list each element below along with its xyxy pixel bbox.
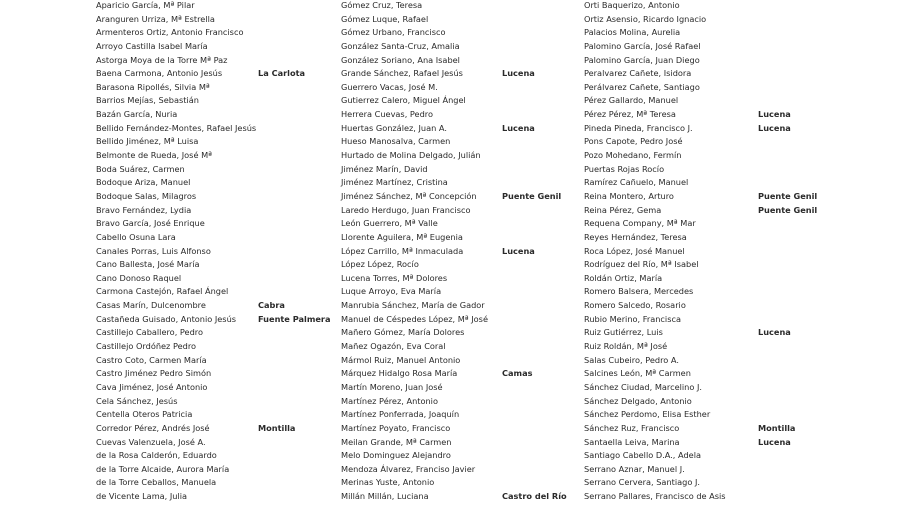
person-name: Mármol Ruiz, Manuel Antonio — [341, 354, 461, 365]
list-item — [584, 340, 824, 354]
person-name: Lucena Torres, Mª Dolores — [341, 272, 448, 283]
list-item — [96, 231, 336, 245]
list-item — [341, 204, 581, 218]
person-name: Mañero Gómez, María Dolores — [341, 327, 465, 338]
list-item — [96, 135, 336, 149]
person-name: Castillejo Caballero, Pedro — [96, 327, 203, 338]
person-name: Márquez Hidalgo Rosa María — [341, 368, 458, 379]
person-name: López Carrillo, Mª Inmaculada — [341, 245, 464, 256]
person-name: Salas Cubeiro, Pedro A. — [584, 354, 679, 365]
list-item — [584, 258, 824, 272]
person-name: Martínez Ponferrada, Joaquín — [341, 409, 460, 420]
person-name: Llorente Aguilera, Mª Eugenia — [341, 231, 463, 242]
list-item — [584, 67, 824, 81]
person-name: Cano Donoso Raquel — [96, 272, 182, 283]
list-item — [584, 176, 824, 190]
person-name: Gómez Urbano, Francisco — [341, 27, 446, 38]
person-name: Cuevas Valenzuela, José A. — [96, 436, 206, 447]
person-name: Jiménez Marín, David — [341, 163, 428, 174]
person-name: Manuel de Céspedes López, Mª José — [341, 313, 488, 324]
person-name: Serrano Aznar, Manuel J. — [584, 463, 685, 474]
person-name: Melo Dominguez Alejandro — [341, 450, 451, 461]
person-name: Armenteros Ortiz, Antonio Francisco — [96, 27, 244, 38]
location-label: Lucena — [758, 122, 791, 133]
list-item — [341, 490, 581, 504]
list-item — [584, 422, 824, 436]
person-name: Cano Ballesta, José María — [96, 259, 200, 270]
list-item — [341, 122, 581, 136]
list-item — [584, 54, 824, 68]
list-item — [584, 135, 824, 149]
list-item — [96, 149, 336, 163]
location-label: Lucena — [758, 327, 791, 338]
list-item — [341, 176, 581, 190]
list-item — [96, 272, 336, 286]
list-item — [341, 108, 581, 122]
person-name: de la Torre Alcaide, Aurora María — [96, 463, 230, 474]
list-item — [341, 135, 581, 149]
person-name: López López, Rocío — [341, 259, 419, 270]
person-name: Santiago Cabello D.A., Adela — [584, 450, 701, 461]
list-item — [341, 299, 581, 313]
person-name: Pons Capote, Pedro José — [584, 136, 683, 147]
person-name: Pozo Mohedano, Fermín — [584, 150, 682, 161]
person-name: Palacios Molina, Aurelia — [584, 27, 681, 38]
person-name: Reina Pérez, Gema — [584, 204, 662, 215]
person-name: Sánchez Ruz, Francisco — [584, 422, 680, 433]
list-item — [96, 26, 336, 40]
person-name: Bellido Jiménez, Mª Luisa — [96, 136, 199, 147]
list-item — [341, 26, 581, 40]
person-name: Pineda Pineda, Francisco J. — [584, 122, 693, 133]
person-name: Reyes Hernández, Teresa — [584, 231, 687, 242]
person-name: Mendoza Álvarez, Franciso Javier — [341, 463, 476, 474]
person-name: Centella Oteros Patricia — [96, 409, 193, 420]
person-name: Aparicio García, Mª Pilar — [96, 0, 195, 10]
list-item — [96, 108, 336, 122]
person-name: Meilan Grande, Mª Carmen — [341, 436, 452, 447]
person-name: Hueso Manosalva, Carmen — [341, 136, 451, 147]
list-item — [96, 190, 336, 204]
list-item — [341, 408, 581, 422]
list-item — [96, 67, 336, 81]
person-name: Martín Moreno, Juan José — [341, 381, 443, 392]
person-name: Manrubia Sánchez, María de Gador — [341, 300, 485, 311]
person-name: Jiménez Sánchez, Mª Concepción — [341, 190, 477, 201]
person-name: Barasona Ripollés, Silvia Mª — [96, 81, 210, 92]
person-name: Bravo García, José Enrique — [96, 218, 205, 229]
person-name: Arroyo Castilla Isabel María — [96, 40, 208, 51]
person-name: Castro Jiménez Pedro Simón — [96, 368, 212, 379]
list-item — [341, 476, 581, 490]
person-name: Ortiz Asensio, Ricardo Ignacio — [584, 13, 707, 24]
person-name: Castro Coto, Carmen María — [96, 354, 207, 365]
person-name: Sánchez Perdomo, Elisa Esther — [584, 409, 711, 420]
list-item — [96, 381, 336, 395]
list-item — [341, 326, 581, 340]
list-item — [341, 149, 581, 163]
list-item — [96, 395, 336, 409]
list-item — [584, 395, 824, 409]
person-name: Bravo Fernández, Lydia — [96, 204, 192, 215]
list-item — [584, 0, 824, 13]
list-item — [584, 94, 824, 108]
person-name: Pérez Pérez, Mª Teresa — [584, 109, 676, 120]
list-item — [584, 122, 824, 136]
list-item — [341, 67, 581, 81]
list-item — [341, 81, 581, 95]
name-column-3 — [584, 0, 824, 504]
person-name: Requena Company, Mª Mar — [584, 218, 696, 229]
list-item — [96, 326, 336, 340]
list-item — [584, 231, 824, 245]
list-item — [96, 285, 336, 299]
list-item — [341, 40, 581, 54]
list-item — [96, 340, 336, 354]
list-item — [584, 313, 824, 327]
person-name: Casas Marín, Dulcenombre — [96, 300, 206, 311]
list-item — [341, 54, 581, 68]
person-name: Bodoque Salas, Milagros — [96, 190, 197, 201]
list-item — [341, 313, 581, 327]
location-label: Montilla — [758, 422, 796, 433]
person-name: Roca López, José Manuel — [584, 245, 685, 256]
person-name: Orti Baquerizo, Antonio — [584, 0, 680, 10]
location-label: Lucena — [502, 68, 535, 79]
list-item — [96, 299, 336, 313]
list-item — [96, 163, 336, 177]
list-item — [584, 108, 824, 122]
person-name: Serrano Cervera, Santiago J. — [584, 477, 700, 488]
person-name: Ramírez Cañuelo, Manuel — [584, 177, 689, 188]
person-name: Castañeda Guisado, Antonio Jesús — [96, 313, 237, 324]
person-name: Huertas González, Juan A. — [341, 122, 447, 133]
list-item — [584, 299, 824, 313]
person-name: Rodríguez del Río, Mª Isabel — [584, 259, 699, 270]
person-name: Mañez Ogazón, Eva Coral — [341, 341, 446, 352]
list-item — [96, 449, 336, 463]
person-name: Perálvarez Cañete, Santiago — [584, 81, 700, 92]
list-item — [96, 408, 336, 422]
location-label: Camas — [502, 368, 533, 379]
person-name: León Guerrero, Mª Valle — [341, 218, 438, 229]
list-item — [584, 381, 824, 395]
location-label: Puente Genil — [758, 190, 818, 201]
person-name: Romero Salcedo, Rosario — [584, 300, 686, 311]
person-name: Peralvarez Cañete, Isidora — [584, 68, 692, 79]
location-label: Lucena — [758, 436, 791, 447]
list-item — [584, 354, 824, 368]
person-name: Palomino García, José Rafael — [584, 40, 701, 51]
list-item — [584, 463, 824, 477]
list-item — [341, 190, 581, 204]
person-name: Bellido Fernández-Montes, Rafael Jesús — [96, 122, 257, 133]
list-item — [96, 40, 336, 54]
list-item — [96, 354, 336, 368]
list-item — [341, 463, 581, 477]
person-name: Salcines León, Mª Carmen — [584, 368, 691, 379]
list-item — [96, 476, 336, 490]
person-name: Bodoque Ariza, Manuel — [96, 177, 191, 188]
list-item — [341, 340, 581, 354]
list-item — [341, 436, 581, 450]
list-item — [96, 94, 336, 108]
name-column-2 — [341, 0, 581, 504]
location-label: Lucena — [502, 122, 535, 133]
person-name: Herrera Cuevas, Pedro — [341, 109, 433, 120]
location-label: Lucena — [758, 109, 791, 120]
person-name: Romero Balsera, Mercedes — [584, 286, 694, 297]
person-name: Millán Millán, Luciana — [341, 491, 429, 502]
list-item — [96, 436, 336, 450]
list-item — [584, 149, 824, 163]
person-name: Merinas Yuste, Antonio — [341, 477, 435, 488]
list-item — [584, 163, 824, 177]
person-name: Jiménez Martínez, Cristina — [341, 177, 448, 188]
location-label: Puente Genil — [502, 190, 562, 201]
list-item — [584, 204, 824, 218]
person-name: Castillejo Ordóñez Pedro — [96, 341, 197, 352]
person-name: Gómez Luque, Rafael — [341, 13, 429, 24]
person-name: Luque Arroyo, Eva María — [341, 286, 442, 297]
person-name: de la Rosa Calderón, Eduardo — [96, 450, 217, 461]
list-item — [96, 463, 336, 477]
person-name: Cela Sánchez, Jesús — [96, 395, 178, 406]
list-item — [96, 367, 336, 381]
person-name: Gutierrez Calero, Miguel Ángel — [341, 95, 466, 106]
list-item — [584, 272, 824, 286]
location-label: La Carlota — [258, 68, 306, 79]
person-name: Guerrero Vacas, José M. — [341, 81, 438, 92]
list-item — [584, 408, 824, 422]
location-label: Puente Genil — [758, 204, 818, 215]
person-name: Barrios Mejías, Sebastián — [96, 95, 199, 106]
person-name: González Santa-Cruz, Amalia — [341, 40, 460, 51]
list-item — [341, 367, 581, 381]
person-name: Martínez Pérez, Antonio — [341, 395, 438, 406]
location-label: Montilla — [258, 422, 296, 433]
person-name: Laredo Herdugo, Juan Francisco — [341, 204, 471, 215]
person-name: Carmona Castejón, Rafael Ángel — [96, 286, 229, 297]
list-item — [341, 258, 581, 272]
person-name: Reina Montero, Arturo — [584, 190, 674, 201]
person-name: Santaella Leiva, Marina — [584, 436, 680, 447]
list-item — [341, 245, 581, 259]
person-name: Ruiz Roldán, Mª José — [584, 341, 668, 352]
list-item — [584, 81, 824, 95]
list-item — [584, 326, 824, 340]
list-item — [584, 490, 824, 504]
person-name: Martínez Poyato, Francisco — [341, 422, 451, 433]
list-item — [341, 231, 581, 245]
list-item — [341, 422, 581, 436]
list-item — [341, 395, 581, 409]
list-item — [584, 190, 824, 204]
list-item — [584, 285, 824, 299]
list-item — [341, 94, 581, 108]
person-name: Roldán Ortiz, María — [584, 272, 663, 283]
person-name: Boda Suárez, Carmen — [96, 163, 185, 174]
person-name: Corredor Pérez, Andrés José — [96, 422, 210, 433]
list-item — [584, 245, 824, 259]
list-item — [96, 81, 336, 95]
person-name: Ruiz Gutiérrez, Luis — [584, 327, 663, 338]
list-item — [584, 476, 824, 490]
list-item — [96, 217, 336, 231]
person-name: Sánchez Delgado, Antonio — [584, 395, 692, 406]
list-item — [96, 0, 336, 13]
person-name: de la Torre Ceballos, Manuela — [96, 477, 217, 488]
person-name: Pérez Gallardo, Manuel — [584, 95, 679, 106]
location-label: Cabra — [258, 300, 285, 311]
list-item — [341, 272, 581, 286]
person-name: Cava Jiménez, José Antonio — [96, 381, 208, 392]
list-item — [96, 490, 336, 504]
person-name: Canales Porras, Luis Alfonso — [96, 245, 211, 256]
location-label: Castro del Río — [502, 491, 567, 502]
list-item — [341, 354, 581, 368]
list-item — [96, 245, 336, 259]
person-name: Rubio Merino, Francisca — [584, 313, 681, 324]
person-name: de Vicente Lama, Julia — [96, 491, 188, 502]
person-name: Cabello Osuna Lara — [96, 231, 176, 242]
list-item — [341, 13, 581, 27]
list-item — [96, 176, 336, 190]
list-item — [584, 449, 824, 463]
list-item — [584, 26, 824, 40]
person-name: Sánchez Ciudad, Marcelino J. — [584, 381, 703, 392]
person-name: Belmonte de Rueda, José Mª — [96, 150, 213, 161]
list-item — [96, 54, 336, 68]
list-item — [96, 258, 336, 272]
name-column-1 — [96, 0, 336, 504]
list-item — [341, 0, 581, 13]
list-item — [584, 367, 824, 381]
list-item — [341, 449, 581, 463]
list-item — [96, 122, 336, 136]
list-item — [584, 436, 824, 450]
person-name: Baena Carmona, Antonio Jesús — [96, 68, 223, 79]
list-item — [96, 422, 336, 436]
person-name: Aranguren Urriza, Mª Estrella — [96, 13, 215, 24]
person-name: Astorga Moya de la Torre Mª Paz — [96, 54, 228, 65]
person-name: Palomino García, Juan Diego — [584, 54, 700, 65]
person-name: González Soriano, Ana Isabel — [341, 54, 460, 65]
person-name: Serrano Pallares, Francisco de Asis — [584, 491, 726, 502]
person-name: Hurtado de Molina Delgado, Julián — [341, 150, 481, 161]
list-item — [341, 217, 581, 231]
location-label: Fuente Palmera — [258, 313, 331, 324]
list-item — [96, 204, 336, 218]
list-item — [341, 381, 581, 395]
location-label: Lucena — [502, 245, 535, 256]
list-item — [96, 313, 336, 327]
person-name: Bazán García, Nuria — [96, 109, 178, 120]
person-name: Gómez Cruz, Teresa — [341, 0, 423, 10]
person-name: Puertas Rojas Rocío — [584, 163, 665, 174]
person-name: Grande Sánchez, Rafael Jesús — [341, 68, 463, 79]
list-item — [341, 285, 581, 299]
list-item — [584, 40, 824, 54]
list-item — [96, 13, 336, 27]
list-item — [584, 217, 824, 231]
list-item — [584, 13, 824, 27]
list-item — [341, 163, 581, 177]
